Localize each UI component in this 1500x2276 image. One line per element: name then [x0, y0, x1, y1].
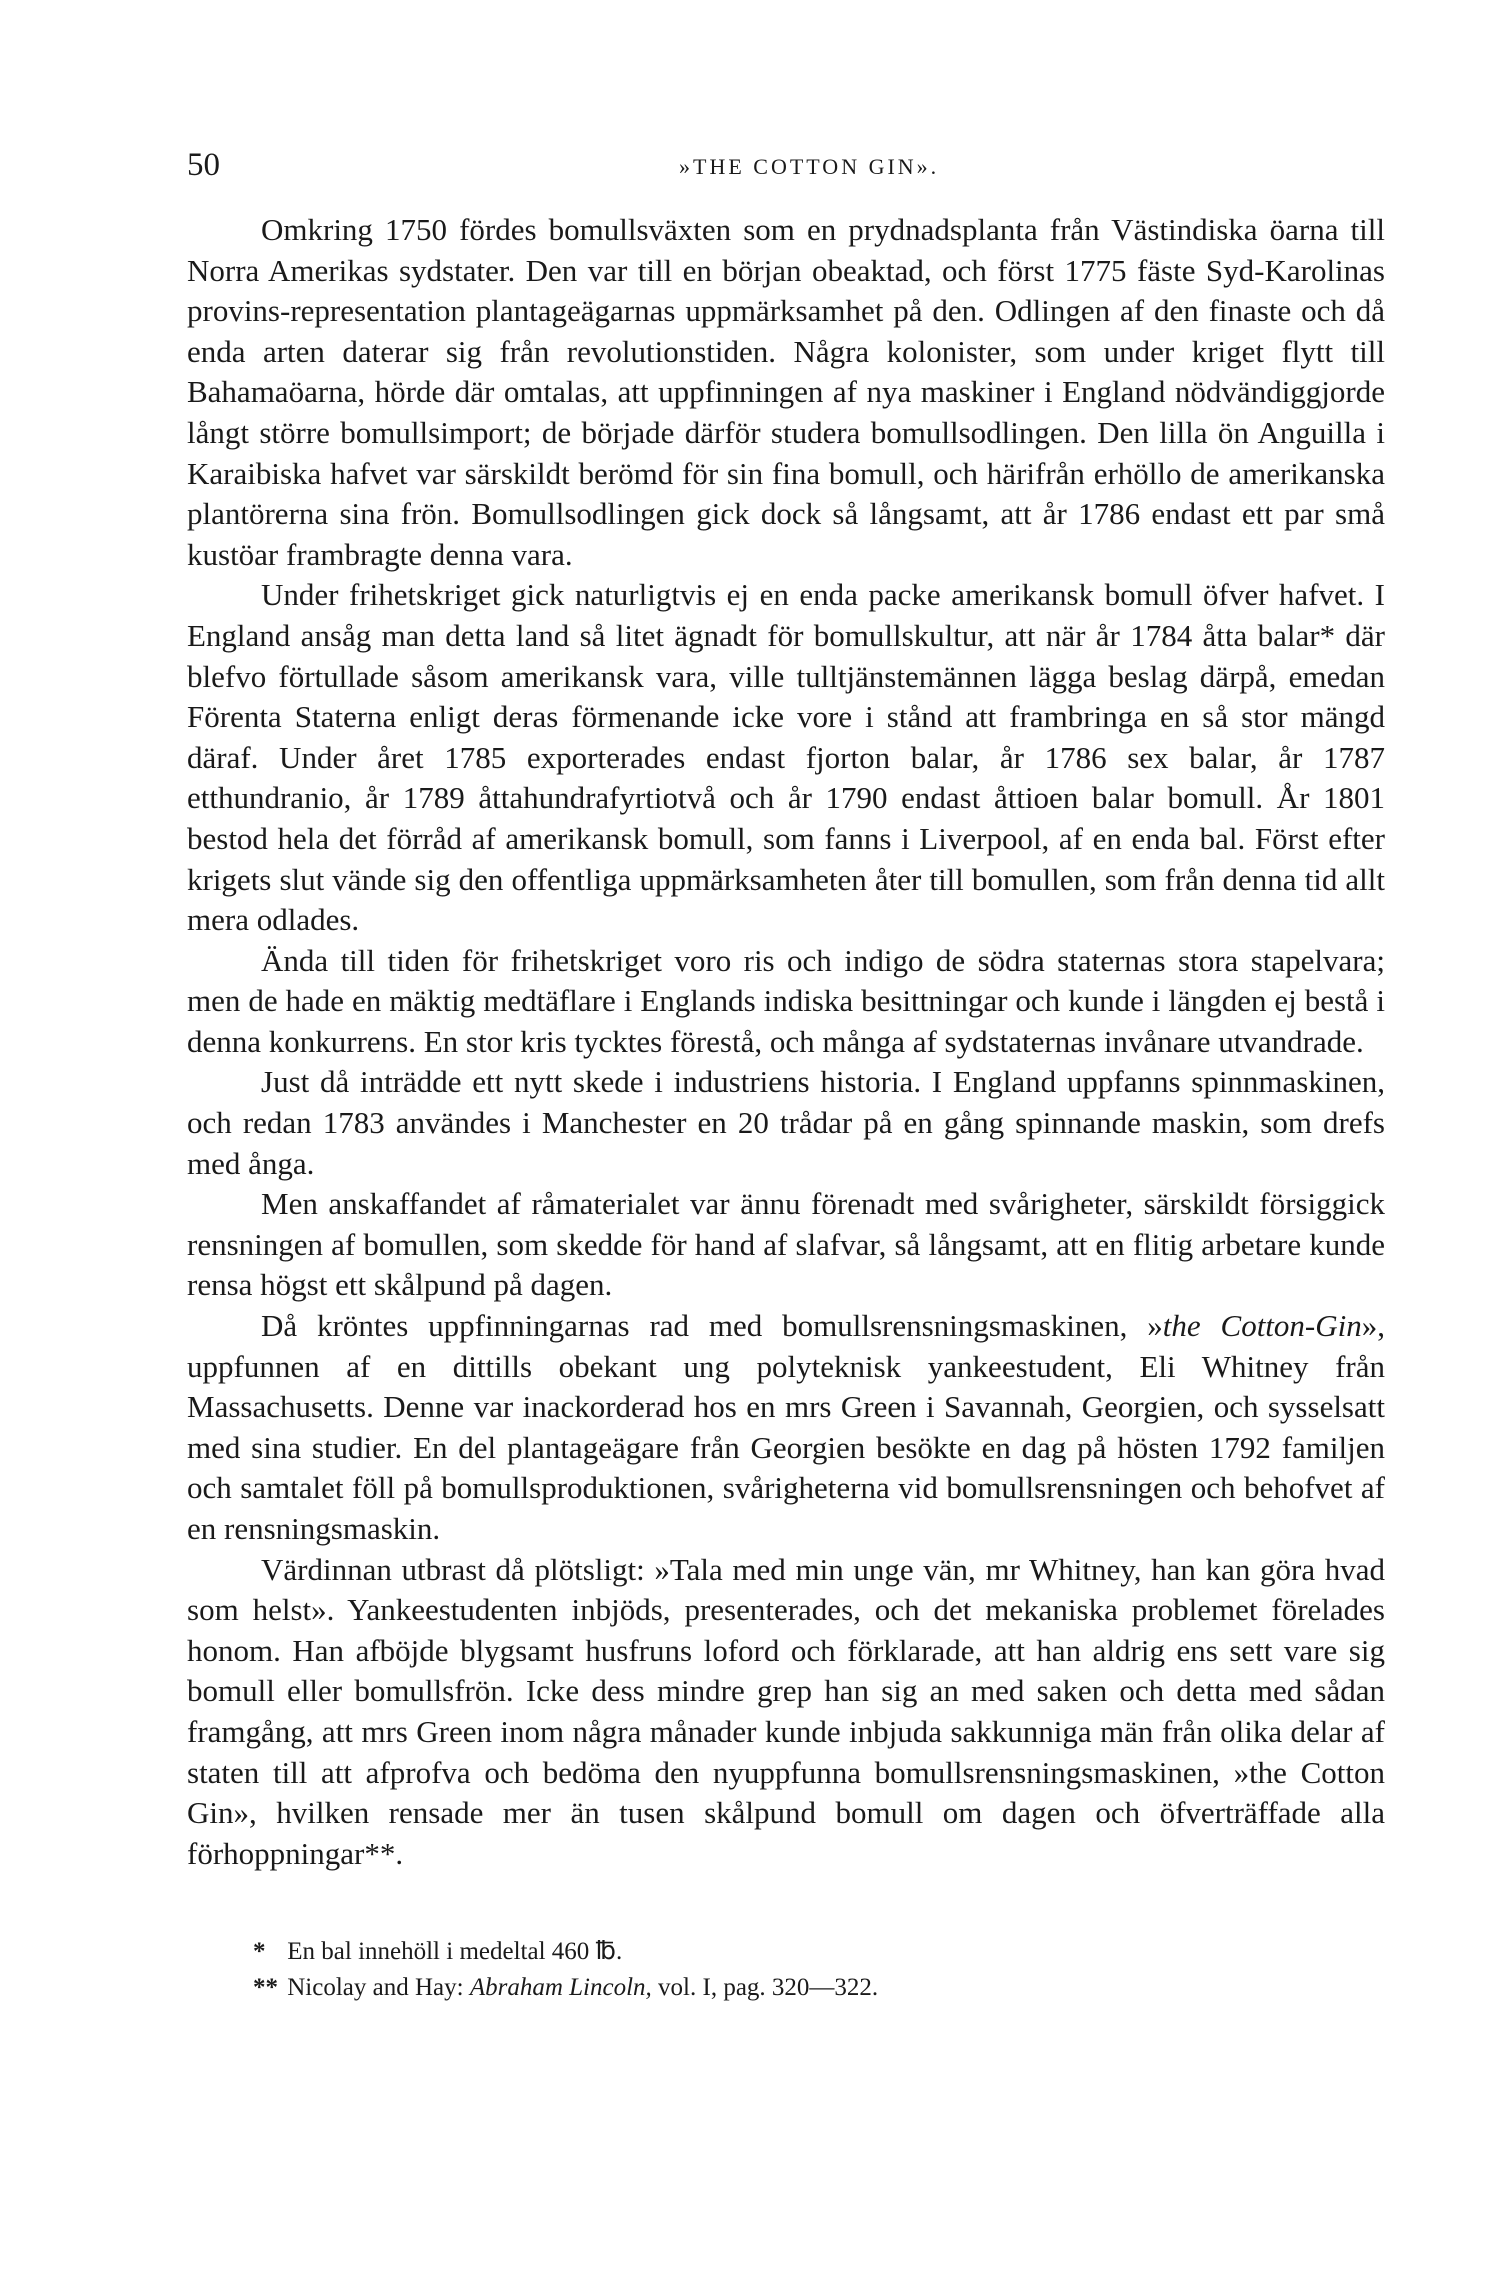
- footnotes: [253, 1934, 1353, 2006]
- paragraph-2: Under frihetskriget gick naturligtvis ej en enda packe amerikansk bomull öfver hafvet. I England ansåg man detta land så litet ägnadt för bomullskultur, att när år 1784 åtta balar* där blefvo förtullade såsom amerikansk vara, ville tulltjänstemännen lägga beslag därpå, emedan Förenta Staterna enligt deras förmenande icke vore i stånd att frambringa en så stor mängd däraf. Under året 1785 exporterades endast fjorton balar, år 1786 sex balar, år 1787 etthundranio, år 1789 åttahundrafyrtiotvå och år 1790 endast åttioen balar bomull. År 1801 bestod hela det förråd af amerikansk bomull, som fanns i Liverpool, af en enda bal. Först efter krigets slut vände sig den offentliga uppmärksamheten åter till bomullen, som från denna tid allt mera odlades.: [187, 577, 1385, 938]
- paragraph-1: Omkring 1750 fördes bomullsväxten som en prydnadsplanta från Västindiska öarna till Norra Amerikas sydstater. Den var till en början obeaktad, och först 1775 fäste Syd-Karolinas provins-representation plantageägarnas uppmärksamhet på den. Odlingen af den finaste och då enda arten daterar sig från revolutionstiden. Några kolonister, som under kriget flytt till Bahamaöarna, hörde där omtalas, att uppfinningen af nya maskiner i England nödvändiggjorde långt större bomullsimport; de började därför studera bomullsodlingen. Den lilla ön Anguilla i Karaibiska hafvet var särskildt berömd för sin fina bomull, och härifrån erhöllo de amerikanska plantörerna sina frön. Bomullsodlingen gick dock så långsamt, att år 1786 endast ett par små kustöar frambragte denna vara.: [187, 212, 1385, 572]
- footnote-1: [253, 1934, 1353, 1970]
- page-number: 50: [187, 147, 220, 183]
- paragraph-3: Ända till tiden för frihetskriget voro ris och indigo de södra staternas stora stapelvara; men de hade en mäktig medtäflare i Englands indiska besittningar och kunde i längden ej bestå i denna konkurrens. En stor kris tycktes förestå, och många af sydstaternas invånare utvandrade.: [187, 942, 1385, 1059]
- footnote-1-text: En bal innehöll i medeltal 460 ℔.: [287, 1938, 623, 1965]
- paragraph-6: [187, 1306, 1385, 1550]
- paragraph-6-after: », uppfunnen af en dittills obekant ung polyteknisk yankeestudent, Eli Whitney från Massachusetts. Denne var inackorderad hos en mrs Green i Savannah, Georgien, och sysselsatt med sina studier. En del plantageägare från Georgien besökte en dag på hösten 1792 familjen och samtalet föll på bomullsproduktionen, svårigheterna vid bomullsrensningen och behofvet af en rensningsmaskin.: [187, 1308, 1385, 1546]
- cotton-gin-title: the Cotton-Gin: [1162, 1308, 1362, 1344]
- paragraph-4: Just då inträdde ett nytt skede i industriens historia. I England uppfanns spinnmaskinen, och redan 1783 användes i Manchester en 20 trådar på en gång spinnande maskin, som drefs med ånga.: [187, 1064, 1385, 1181]
- paragraph-7: Värdinnan utbrast då plötsligt: »Tala med min unge vän, mr Whitney, han kan göra hvad som helst». Yankeestudenten inbjöds, presenterades, och det mekaniska problemet förelades honom. Han afböjde blygsamt husfruns loford och förklarade, att han aldrig ens sett vare sig bomull eller bomullsfrön. Icke dess mindre grep han sig an med saken och detta med sådan framgång, att mrs Green inom några månader kunde inbjuda sakkunniga män från olika delar af staten till att afprofva och bedöma den nyuppfunna bomullsrensningsmaskinen, »the Cotton Gin», hvilken rensade mer än tusen skålpund bomull om dagen och öfverträffade alla förhoppningar**.: [187, 1551, 1385, 1871]
- paragraph-6-before: Då kröntes uppfinningarnas rad med bomullsrensningsmaskinen, »: [261, 1308, 1163, 1344]
- page-header: [187, 145, 1387, 195]
- footnote-2-text-after: vol. I, pag. 320—322.: [651, 1974, 879, 2001]
- footnote-2: [253, 1970, 1353, 2006]
- running-head: »THE COTTON GIN».: [679, 154, 940, 179]
- footnote-1-mark: *: [253, 1938, 266, 1965]
- footnote-2-mark: **: [253, 1974, 278, 2001]
- body-text: [187, 210, 1385, 1874]
- paragraph-5: Men anskaffandet af råmaterialet var ännu förenadt med svårigheter, särskildt försiggick rensningen af bomullen, som skedde för hand af slafvar, så långsamt, att en flitig arbetare kunde rensa högst ett skålpund på dagen.: [187, 1186, 1385, 1303]
- footnote-2-text-before: Nicolay and Hay:: [287, 1974, 470, 2001]
- footnote-2-book-title: Abraham Lincoln,: [469, 1974, 652, 2001]
